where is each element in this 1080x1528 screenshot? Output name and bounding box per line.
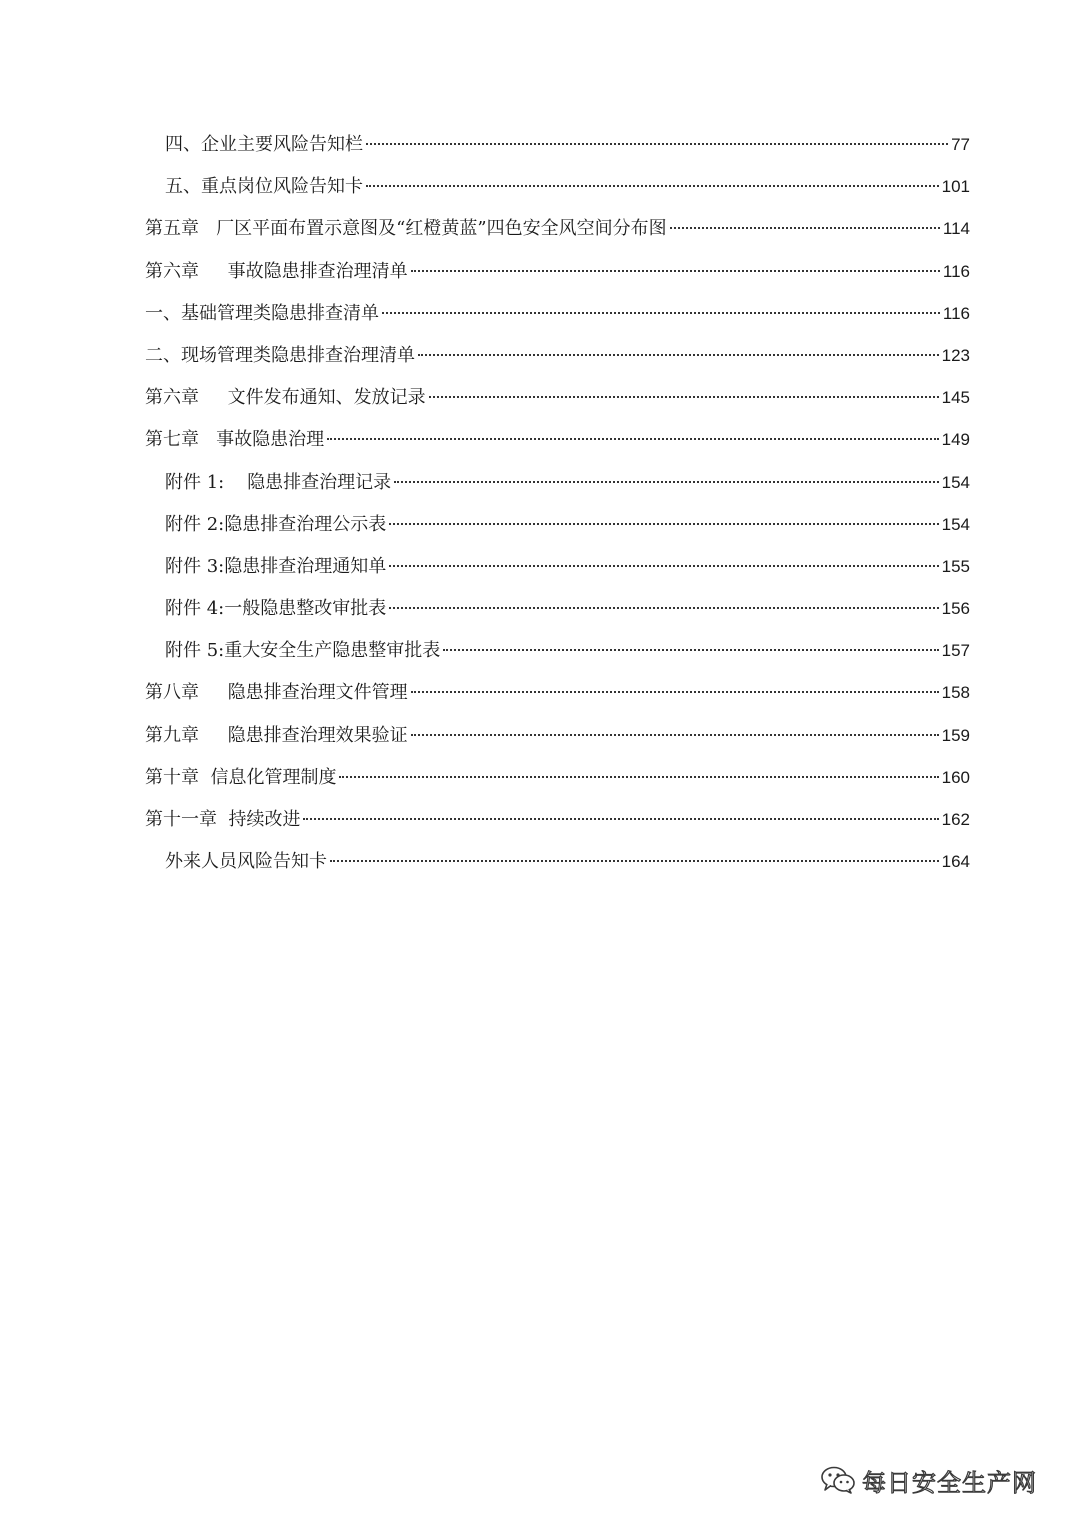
- table-of-contents: [145, 128, 970, 887]
- toc-entry-title: 第十章 信息化管理制度: [145, 766, 337, 788]
- toc-entry[interactable]: [145, 845, 970, 887]
- toc-entry[interactable]: [145, 212, 970, 254]
- toc-dot-leader: [389, 523, 938, 525]
- toc-entry-title: 外来人员风险告知卡: [165, 851, 327, 873]
- toc-entry[interactable]: [145, 466, 970, 508]
- watermark: [820, 1460, 1037, 1500]
- toc-entry-page-number: 160: [941, 767, 970, 787]
- toc-entry-page-number: 154: [941, 472, 970, 492]
- toc-entry-title: 附件 2:隐患排查治理公示表: [165, 513, 387, 535]
- toc-dot-leader: [382, 312, 940, 314]
- toc-entry[interactable]: [145, 508, 970, 550]
- toc-entry-page-number: 156: [941, 599, 970, 619]
- toc-dot-leader: [411, 691, 939, 693]
- toc-dot-leader: [389, 607, 938, 609]
- toc-entry-page-number: 155: [941, 556, 970, 576]
- toc-dot-leader: [670, 227, 940, 229]
- toc-entry-page-number: 123: [941, 345, 970, 365]
- toc-dot-leader: [339, 776, 938, 778]
- toc-entry[interactable]: [145, 339, 970, 381]
- toc-entry[interactable]: [145, 719, 970, 761]
- toc-dot-leader: [411, 270, 940, 272]
- toc-dot-leader: [330, 860, 939, 862]
- toc-entry-title: 第六章 事故隐患排查治理清单: [145, 260, 408, 282]
- toc-entry-page-number: 149: [941, 430, 970, 450]
- toc-entry[interactable]: [145, 297, 970, 339]
- toc-dot-leader: [366, 143, 948, 145]
- toc-dot-leader: [443, 649, 938, 651]
- toc-dot-leader: [303, 818, 938, 820]
- toc-entry[interactable]: [145, 550, 970, 592]
- toc-entry-page-number: 154: [941, 514, 970, 534]
- toc-entry[interactable]: [145, 381, 970, 423]
- toc-dot-leader: [394, 481, 939, 483]
- wechat-icon: [820, 1465, 856, 1495]
- toc-entry[interactable]: [145, 423, 970, 465]
- toc-dot-leader: [366, 185, 939, 187]
- toc-entry-page-number: 162: [941, 810, 970, 829]
- toc-entry-page-number: 116: [942, 261, 970, 281]
- toc-entry-page-number: 77: [951, 135, 970, 154]
- toc-entry-page-number: 157: [941, 641, 970, 661]
- toc-entry-title: 四、企业主要风险告知栏: [165, 134, 363, 155]
- toc-entry[interactable]: [145, 255, 970, 297]
- toc-entry-title: 附件 4:一般隐患整改审批表: [165, 598, 387, 620]
- toc-entry-page-number: 101: [941, 177, 970, 197]
- toc-entry-page-number: 158: [941, 683, 970, 703]
- toc-entry-title: 二、现场管理类隐患排查治理清单: [145, 344, 415, 366]
- toc-dot-leader: [327, 438, 938, 440]
- toc-entry-page-number: 116: [942, 303, 970, 323]
- toc-dot-leader: [429, 396, 939, 398]
- toc-entry[interactable]: [145, 634, 970, 676]
- toc-entry-title: 第五章 厂区平面布置示意图及“红橙黄蓝”四色安全风空间分布图: [145, 218, 667, 240]
- toc-dot-leader: [411, 734, 939, 736]
- toc-entry[interactable]: [145, 676, 970, 718]
- toc-entry-title: 五、重点岗位风险告知卡: [165, 176, 363, 198]
- toc-entry-title: 附件 3:隐患排查治理通知单: [165, 555, 387, 577]
- toc-entry-page-number: 159: [941, 725, 970, 745]
- toc-entry-page-number: 164: [941, 852, 970, 872]
- toc-entry[interactable]: [145, 170, 970, 212]
- toc-entry[interactable]: [145, 761, 970, 803]
- toc-entry-title: 第七章 事故隐患治理: [145, 429, 325, 451]
- toc-entry[interactable]: [145, 128, 970, 170]
- toc-entry-title: 附件 1: 隐患排查治理记录: [165, 471, 392, 493]
- toc-dot-leader: [418, 354, 939, 356]
- watermark-text: 每日安全生产网: [862, 1468, 1037, 1497]
- toc-entry[interactable]: [145, 803, 970, 845]
- toc-entry-title: 第九章 隐患排查治理效果验证: [145, 724, 408, 746]
- toc-entry-title: 第六章 文件发布通知、发放记录: [145, 387, 426, 409]
- toc-entry-page-number: 145: [941, 388, 970, 408]
- toc-entry-title: 第八章 隐患排查治理文件管理: [145, 682, 408, 704]
- toc-entry-title: 第十一章 持续改进: [145, 809, 301, 830]
- toc-entry[interactable]: [145, 592, 970, 634]
- toc-entry-title: 附件 5:重大安全生产隐患整审批表: [165, 640, 441, 662]
- toc-dot-leader: [389, 565, 938, 567]
- toc-entry-page-number: 114: [942, 219, 970, 239]
- toc-entry-title: 一、基础管理类隐患排查清单: [145, 302, 379, 324]
